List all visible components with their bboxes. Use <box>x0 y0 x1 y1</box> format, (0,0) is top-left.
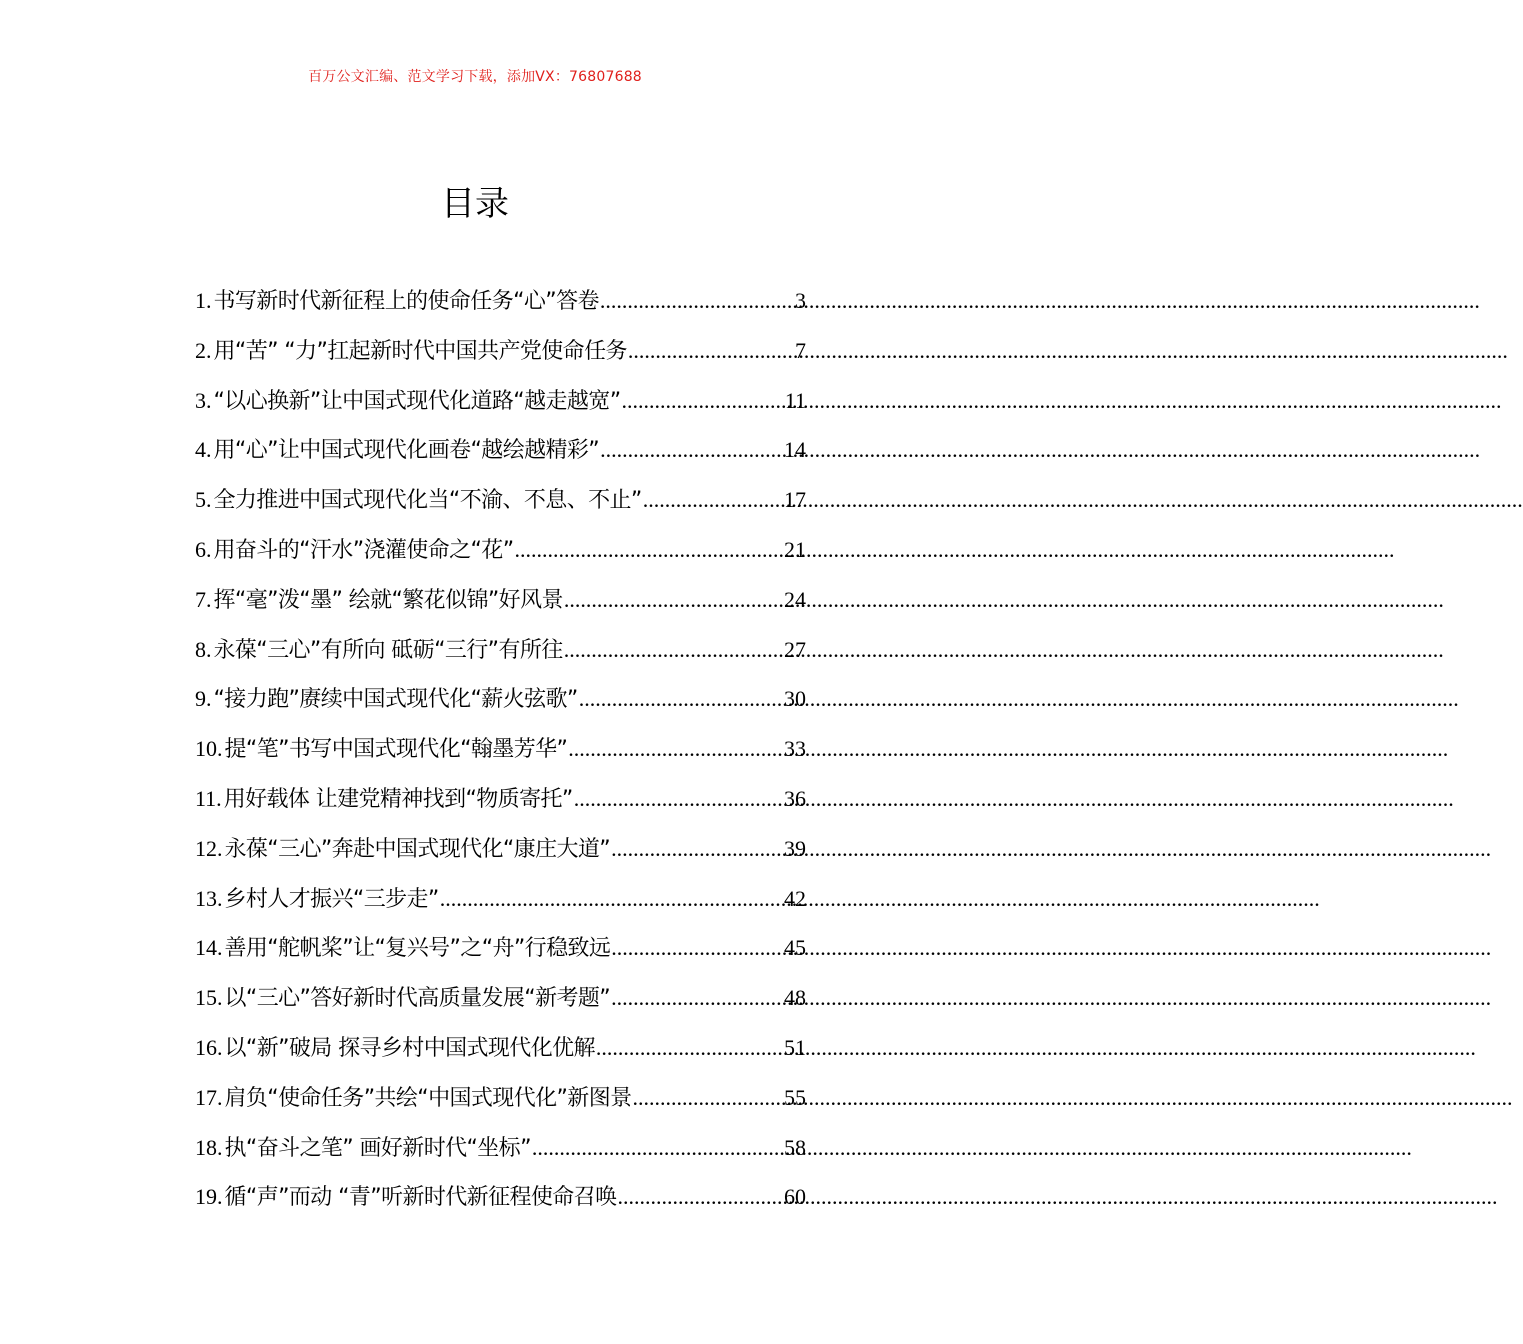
toc-entry-title: 用好载体 让建党精神找到“物质寄托” <box>223 786 573 812</box>
toc-entry[interactable] <box>195 674 806 724</box>
toc-entry[interactable] <box>195 625 806 675</box>
toc-dot-leader <box>617 1172 785 1222</box>
toc-dot-leader <box>610 824 784 874</box>
toc-entry-number: 17. <box>195 1084 223 1110</box>
toc-entry-number: 11. <box>195 785 222 811</box>
toc-entry-title: 书写新时代新征程上的使命任务“心”答卷 <box>213 289 599 314</box>
toc-entry-title: 用“苦” “力”扛起新时代中国共产党使命任务 <box>213 338 627 364</box>
toc-entry-title: “以心换新”让中国式现代化道路“越走越宽” <box>213 388 621 414</box>
toc-entry-page: 60 <box>784 1184 806 1210</box>
toc-dot-leader <box>595 1023 784 1073</box>
toc-dot-leader <box>567 724 784 774</box>
toc-entry-number: 13. <box>195 885 223 911</box>
header-note: 百万公文汇编、范文学习下载，添加VX：76807688 <box>308 69 642 85</box>
toc-entry-title: 永葆“三心”有所向 砥砺“三行”有所往 <box>213 637 563 663</box>
toc-entry[interactable] <box>195 1023 806 1073</box>
toc-entry-page: 27 <box>784 636 806 662</box>
toc-entry-title: 循“声”而动 “青”听新时代新征程使命召唤 <box>224 1185 617 1211</box>
toc-entry-number: 12. <box>195 835 223 861</box>
toc-dot-leader <box>439 874 784 924</box>
toc-entry-title: 全力推进中国式现代化当“不渝、不息、不止” <box>213 488 642 514</box>
toc-entry-title: 永葆“三心”奔赴中国式现代化“康庄大道” <box>224 836 611 862</box>
toc-dot-leader <box>514 525 785 575</box>
toc-dot-leader <box>627 326 795 376</box>
toc-dot-leader <box>599 276 795 326</box>
toc-dot-leader <box>563 575 784 625</box>
toc-entry-number: 10. <box>195 736 223 762</box>
toc-entry-page: 45 <box>784 935 806 961</box>
toc-dot-leader <box>578 674 784 724</box>
toc-entry[interactable] <box>195 923 806 973</box>
toc-entry-page: 33 <box>784 736 806 762</box>
page-title: 目录 <box>441 184 509 224</box>
toc-dot-leader <box>531 1123 784 1173</box>
toc-entry-page: 30 <box>784 686 806 712</box>
toc-entry[interactable] <box>195 525 806 575</box>
toc-entry-page: 55 <box>784 1084 806 1110</box>
toc-entry[interactable] <box>195 1172 806 1222</box>
table-of-contents <box>195 276 806 1222</box>
toc-entry-page: 58 <box>784 1134 806 1160</box>
toc-entry-number: 16. <box>195 1034 223 1060</box>
toc-entry-page: 3 <box>795 288 806 313</box>
toc-entry-title: 执“奋斗之笔” 画好新时代“坐标” <box>224 1135 531 1161</box>
toc-entry-number: 7. <box>195 586 212 612</box>
toc-entry-page: 39 <box>784 835 806 861</box>
toc-entry-title: 乡村人才振兴“三步走” <box>224 886 439 912</box>
toc-entry-title: 肩负“使命任务”共绘“中国式现代化”新图景 <box>224 1085 632 1111</box>
toc-entry-page: 48 <box>784 985 806 1011</box>
toc-dot-leader <box>573 774 784 824</box>
toc-entry-page: 11 <box>784 387 806 413</box>
toc-entry-page: 14 <box>784 437 806 463</box>
toc-entry-title: 善用“舵帆桨”让“复兴号”之“舟”行稳致远 <box>224 936 611 962</box>
toc-entry-number: 4. <box>195 437 212 463</box>
toc-entry[interactable] <box>195 475 806 525</box>
toc-entry-number: 19. <box>195 1184 223 1210</box>
toc-dot-leader <box>610 973 784 1023</box>
toc-entry[interactable] <box>195 973 806 1023</box>
toc-entry[interactable] <box>195 276 806 326</box>
toc-dot-leader <box>632 1073 785 1123</box>
toc-entry-number: 3. <box>195 387 212 413</box>
toc-entry-number: 6. <box>195 536 212 562</box>
toc-entry[interactable] <box>195 575 806 625</box>
toc-entry[interactable] <box>195 824 806 874</box>
toc-dot-leader <box>599 425 784 475</box>
toc-entry[interactable] <box>195 874 806 924</box>
toc-entry-number: 5. <box>195 487 212 513</box>
toc-entry[interactable] <box>195 1073 806 1123</box>
toc-entry-number: 9. <box>195 686 212 712</box>
toc-entry-page: 51 <box>784 1034 806 1060</box>
toc-entry-page: 21 <box>784 536 806 562</box>
toc-entry-title: 用奋斗的“汗水”浇灌使命之“花” <box>213 537 514 563</box>
toc-entry-number: 1. <box>195 288 212 313</box>
toc-entry-page: 42 <box>784 885 806 911</box>
toc-entry[interactable] <box>195 326 806 376</box>
toc-entry-page: 36 <box>784 785 806 811</box>
toc-entry-number: 14. <box>195 935 223 961</box>
toc-dot-leader <box>610 923 784 973</box>
toc-entry-number: 2. <box>195 337 212 363</box>
toc-entry-title: 用“心”让中国式现代化画卷“越绘越精彩” <box>213 438 600 464</box>
toc-entry-title: 提“笔”书写中国式现代化“翰墨芳华” <box>224 737 568 763</box>
toc-entry-number: 18. <box>195 1134 223 1160</box>
toc-entry-number: 15. <box>195 985 223 1011</box>
toc-entry[interactable] <box>195 425 806 475</box>
toc-dot-leader <box>621 376 785 426</box>
toc-entry-title: “接力跑”赓续中国式现代化“薪火弦歌” <box>213 687 578 713</box>
toc-entry[interactable] <box>195 774 806 824</box>
toc-entry-page: 24 <box>784 586 806 612</box>
toc-dot-leader <box>563 625 784 675</box>
toc-entry-page: 7 <box>795 337 806 363</box>
toc-entry[interactable] <box>195 724 806 774</box>
toc-entry[interactable] <box>195 1123 806 1173</box>
toc-entry-title: 以“新”破局 探寻乡村中国式现代化优解 <box>224 1035 595 1061</box>
toc-entry-title: 以“三心”答好新时代高质量发展“新考题” <box>224 986 611 1012</box>
toc-entry-number: 8. <box>195 636 212 662</box>
toc-entry-title: 挥“毫”泼“墨” 绘就“繁花似锦”好风景 <box>213 587 563 613</box>
toc-entry-page: 17 <box>784 487 806 513</box>
toc-entry[interactable] <box>195 376 806 426</box>
toc-dot-leader <box>642 475 784 525</box>
